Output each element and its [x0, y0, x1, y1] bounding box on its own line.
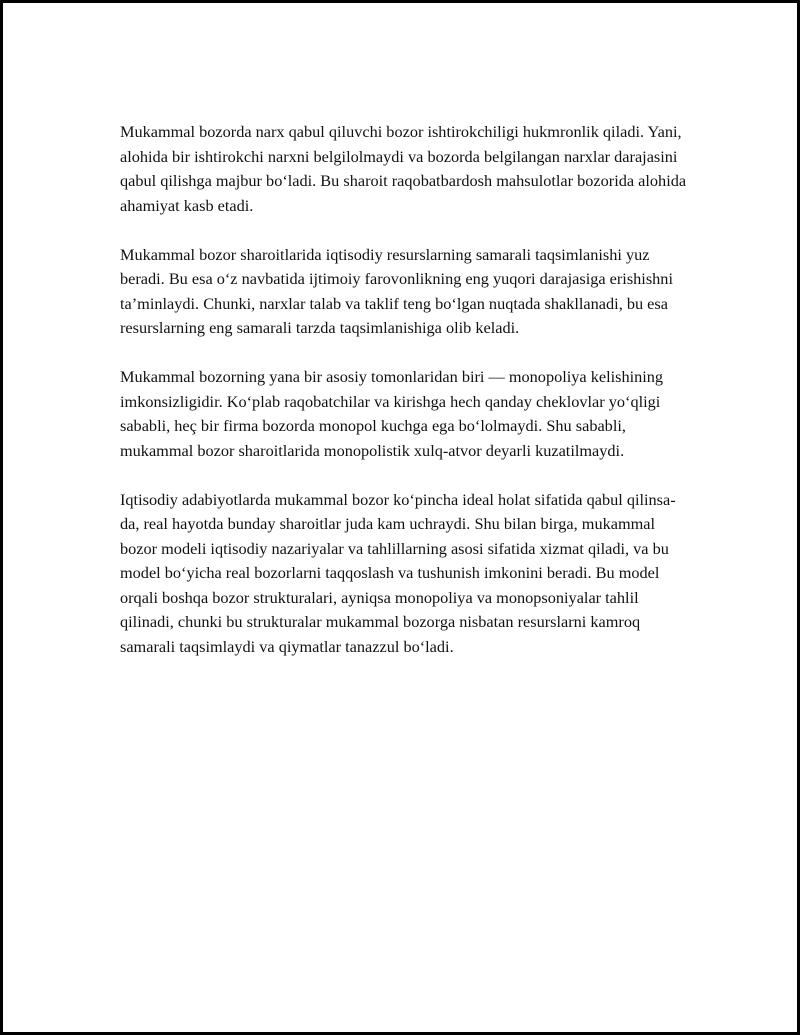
paragraph-4: Iqtisodiy adabiyotlarda mukammal bozor ko‘pincha ideal holat sifatida qabul qilinsa-da, real hayotda bunday sharoitlar juda kam uchraydi. Shu bilan birga, mukammal bozor modeli iqtisodiy nazariyalar va tahlillarning asosi sifatida xizmat qiladi, va bu model bo‘yicha real bozorlarni taqqoslash va tushunish imkonini beradi. Bu model orqali boshqa bozor strukturalari, ayniqsa monopoliya va monopsoniyalar tahlil qilinadi, chunki bu strukturalar mukammal bozorga nisbatan resurslarni kamroq samarali taqsimlaydi va qiymatlar tanazzul bo‘ladi.	[120, 489, 676, 656]
paragraph-2: Mukammal bozor sharoitlarida iqtisodiy resurslarning samarali taqsimlanishi yuz beradi. Bu esa o‘z navbatida ijtimoiy farovonlikning eng yuqori darajasiga erishishni ta’minlaydi. Chunki, narxlar talab va taklif teng bo‘lgan nuqtada shakllanadi, bu esa resurslarning eng samarali tarzda taqsimlanishiga olib keladi.	[120, 244, 673, 337]
paragraph-1: Mukammal bozorda narx qabul qiluvchi bozor ishtirokchiligi hukmronlik qiladi. Yani, alohida bir ishtirokchi narxni belgilolmaydi va bozorda belgilangan narxlar darajasini qabul qilishga majbur bo‘ladi. Bu sharoit raqobatbardosh mahsulotlar bozorida alohida ahamiyat kasb etadi.	[120, 122, 687, 215]
paragraph-3: Mukammal bozorning yana bir asosiy tomonlaridan biri — monopoliya kelishining imkonsizligidir. Ko‘plab raqobatchilar va kirishga hech qanday cheklovlar yo‘qligi sababli, heç bir firma bozorda monopol kuchga ega bo‘lolmaydi. Shu sababli, mukammal bozor sharoitlarida monopolistik xulq-atvor deyarli kuzatilmaydi.	[120, 367, 664, 460]
document-body	[120, 120, 695, 659]
